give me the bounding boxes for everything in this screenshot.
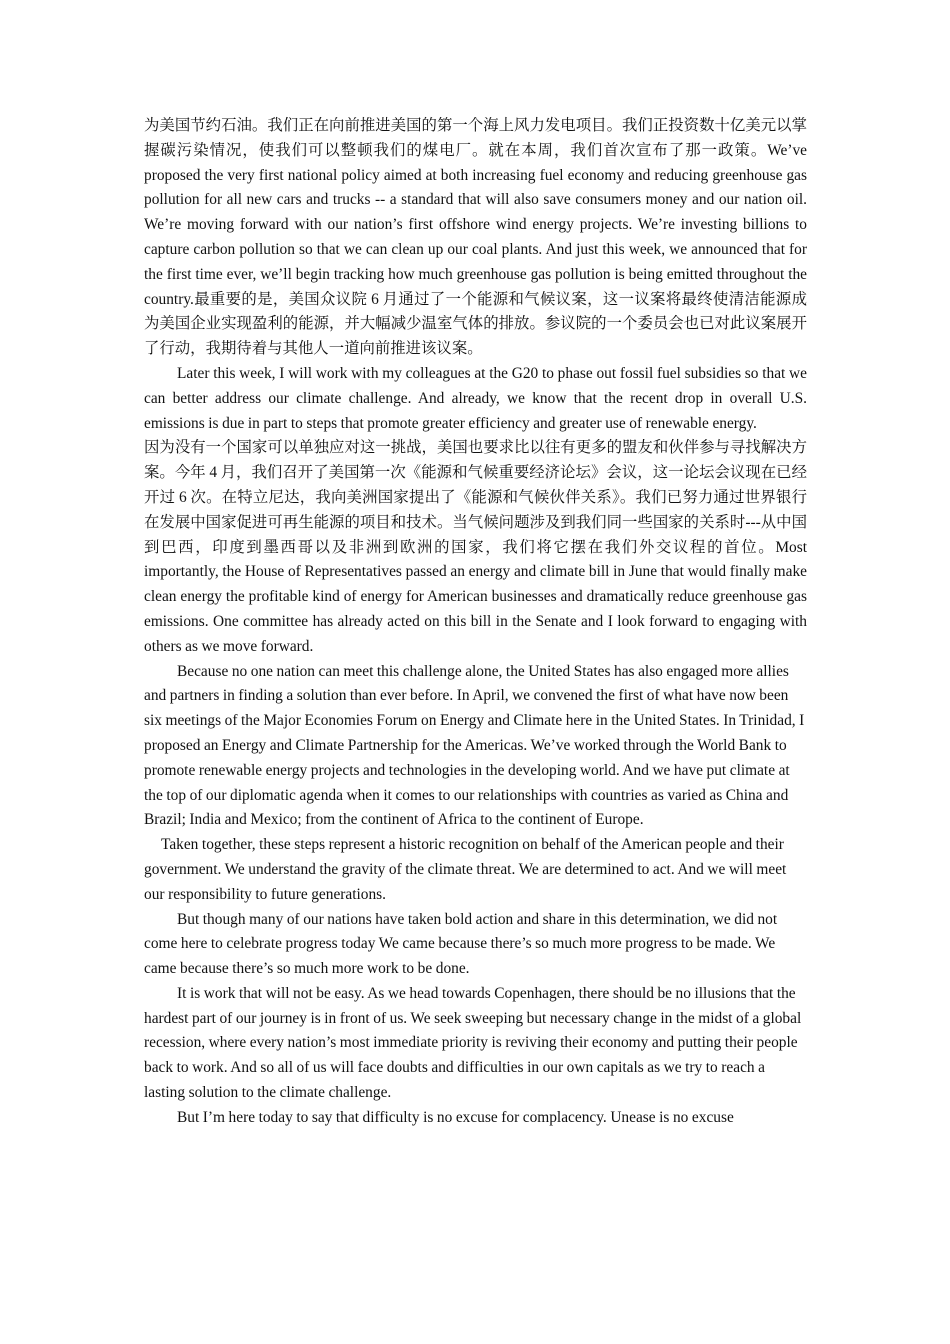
document-page: [144, 114, 807, 1131]
paragraph-2: Later this week, I will work with my colleagues at the G20 to phase out fossil fuel subsidies so that we can better address our climate challenge. And already, we know that the recent drop in overall U.S. emissions is due in part to steps that promote greater efficiency and greater use of renewable energy.: [144, 364, 807, 432]
paragraph-5: Taken together, these steps represent a historic recognition on behalf of the American people and their government. We understand the gravity of the climate threat. We are determined to act. And we will meet our responsibility to future generations.: [144, 836, 787, 903]
paragraph-7: It is work that will not be easy. As we head towards Copenhagen, there should be no illusions that the hardest part of our journey is in front of us. We seek sweeping but necessary change in the midst of a global recession, where every nation’s most immediate priority is reviving their economy and putting their people back to work. And so all of us will face doubts and difficulties in our own capitals as we try to reach a lasting solution to the climate challenge.: [144, 984, 802, 1102]
paragraph-4: Because no one nation can meet this challenge alone, the United States has also engaged more allies and partners in finding a solution than ever before. In April, we convened the first of what have now been six meetings of the Major Economies Forum on Energy and Climate here in the United States. In Trinidad, I proposed an Energy and Climate Partnership for the Americas. We’ve worked through the World Bank to promote renewable energy projects and technologies in the developing world. And we have put climate at the top of our diplomatic agenda when it comes to our relationships with countries as varied as China and Brazil; India and Mexico; from the continent of Africa to the continent of Europe.: [144, 662, 805, 829]
paragraph-1: 为美国节约石油。我们正在向前推进美国的第一个海上风力发电项目。我们正投资数十亿美元以掌握碳污染情况，使我们可以整顿我们的煤电厂。就在本周，我们首次宣布了那一政策。We’ve proposed the very first national policy aimed at both increasing fuel economy and reducing greenhouse gas pollution for all new cars and trucks -- a standard that will also save consumers money and our nation oil. We’re moving forward with our nation’s first offshore wind energy projects. We’re investing billions to capture carbon pollution so that we can clean up our coal plants. And just this week, we announced that for the first time ever, we’ll begin tracking how much greenhouse gas pollution is being emitted throughout the country.最重要的是，美国众议院 6 月通过了一个能源和气候议案，这一议案将最终使清洁能源成为美国企业实现盈利的能源，并大幅减少温室气体的排放。参议院的一个委员会也已对此议案展开了行动，我期待着与其他人一道向前推进该议案。: [144, 117, 807, 358]
paragraph-8: But I’m here today to say that difficulty is no excuse for complacency. Unease is no excuse: [177, 1108, 734, 1126]
paragraph-6: But though many of our nations have taken bold action and share in this determination, we did not come here to celebrate progress today We came because there’s so much more progress to be made. We came because there’s so much more work to be done.: [144, 910, 778, 978]
paragraph-3: 因为没有一个国家可以单独应对这一挑战，美国也要求比以往有更多的盟友和伙伴参与寻找解决方案。今年 4 月，我们召开了美国第一次《能源和气候重要经济论坛》会议，这一论坛会议现在已经开过 6 次。在特立尼达，我向美洲国家提出了《能源和气候伙伴关系》。我们已努力通过世界银行在发展中国家促进可再生能源的项目和技术。当气候问题涉及到我们同一些国家的关系时---从中国到巴西，印度到墨西哥以及非洲到欧洲的国家，我们将它摆在我们外交议程的首位。Most importantly, the House of Representatives passed an energy and climate bill in June that would finally make clean energy the profitable kind of energy for American businesses and dramatically reduce greenhouse gas emissions. One committee has already acted on this bill in the Senate and I look forward to engaging with others as we move forward.: [144, 439, 807, 655]
